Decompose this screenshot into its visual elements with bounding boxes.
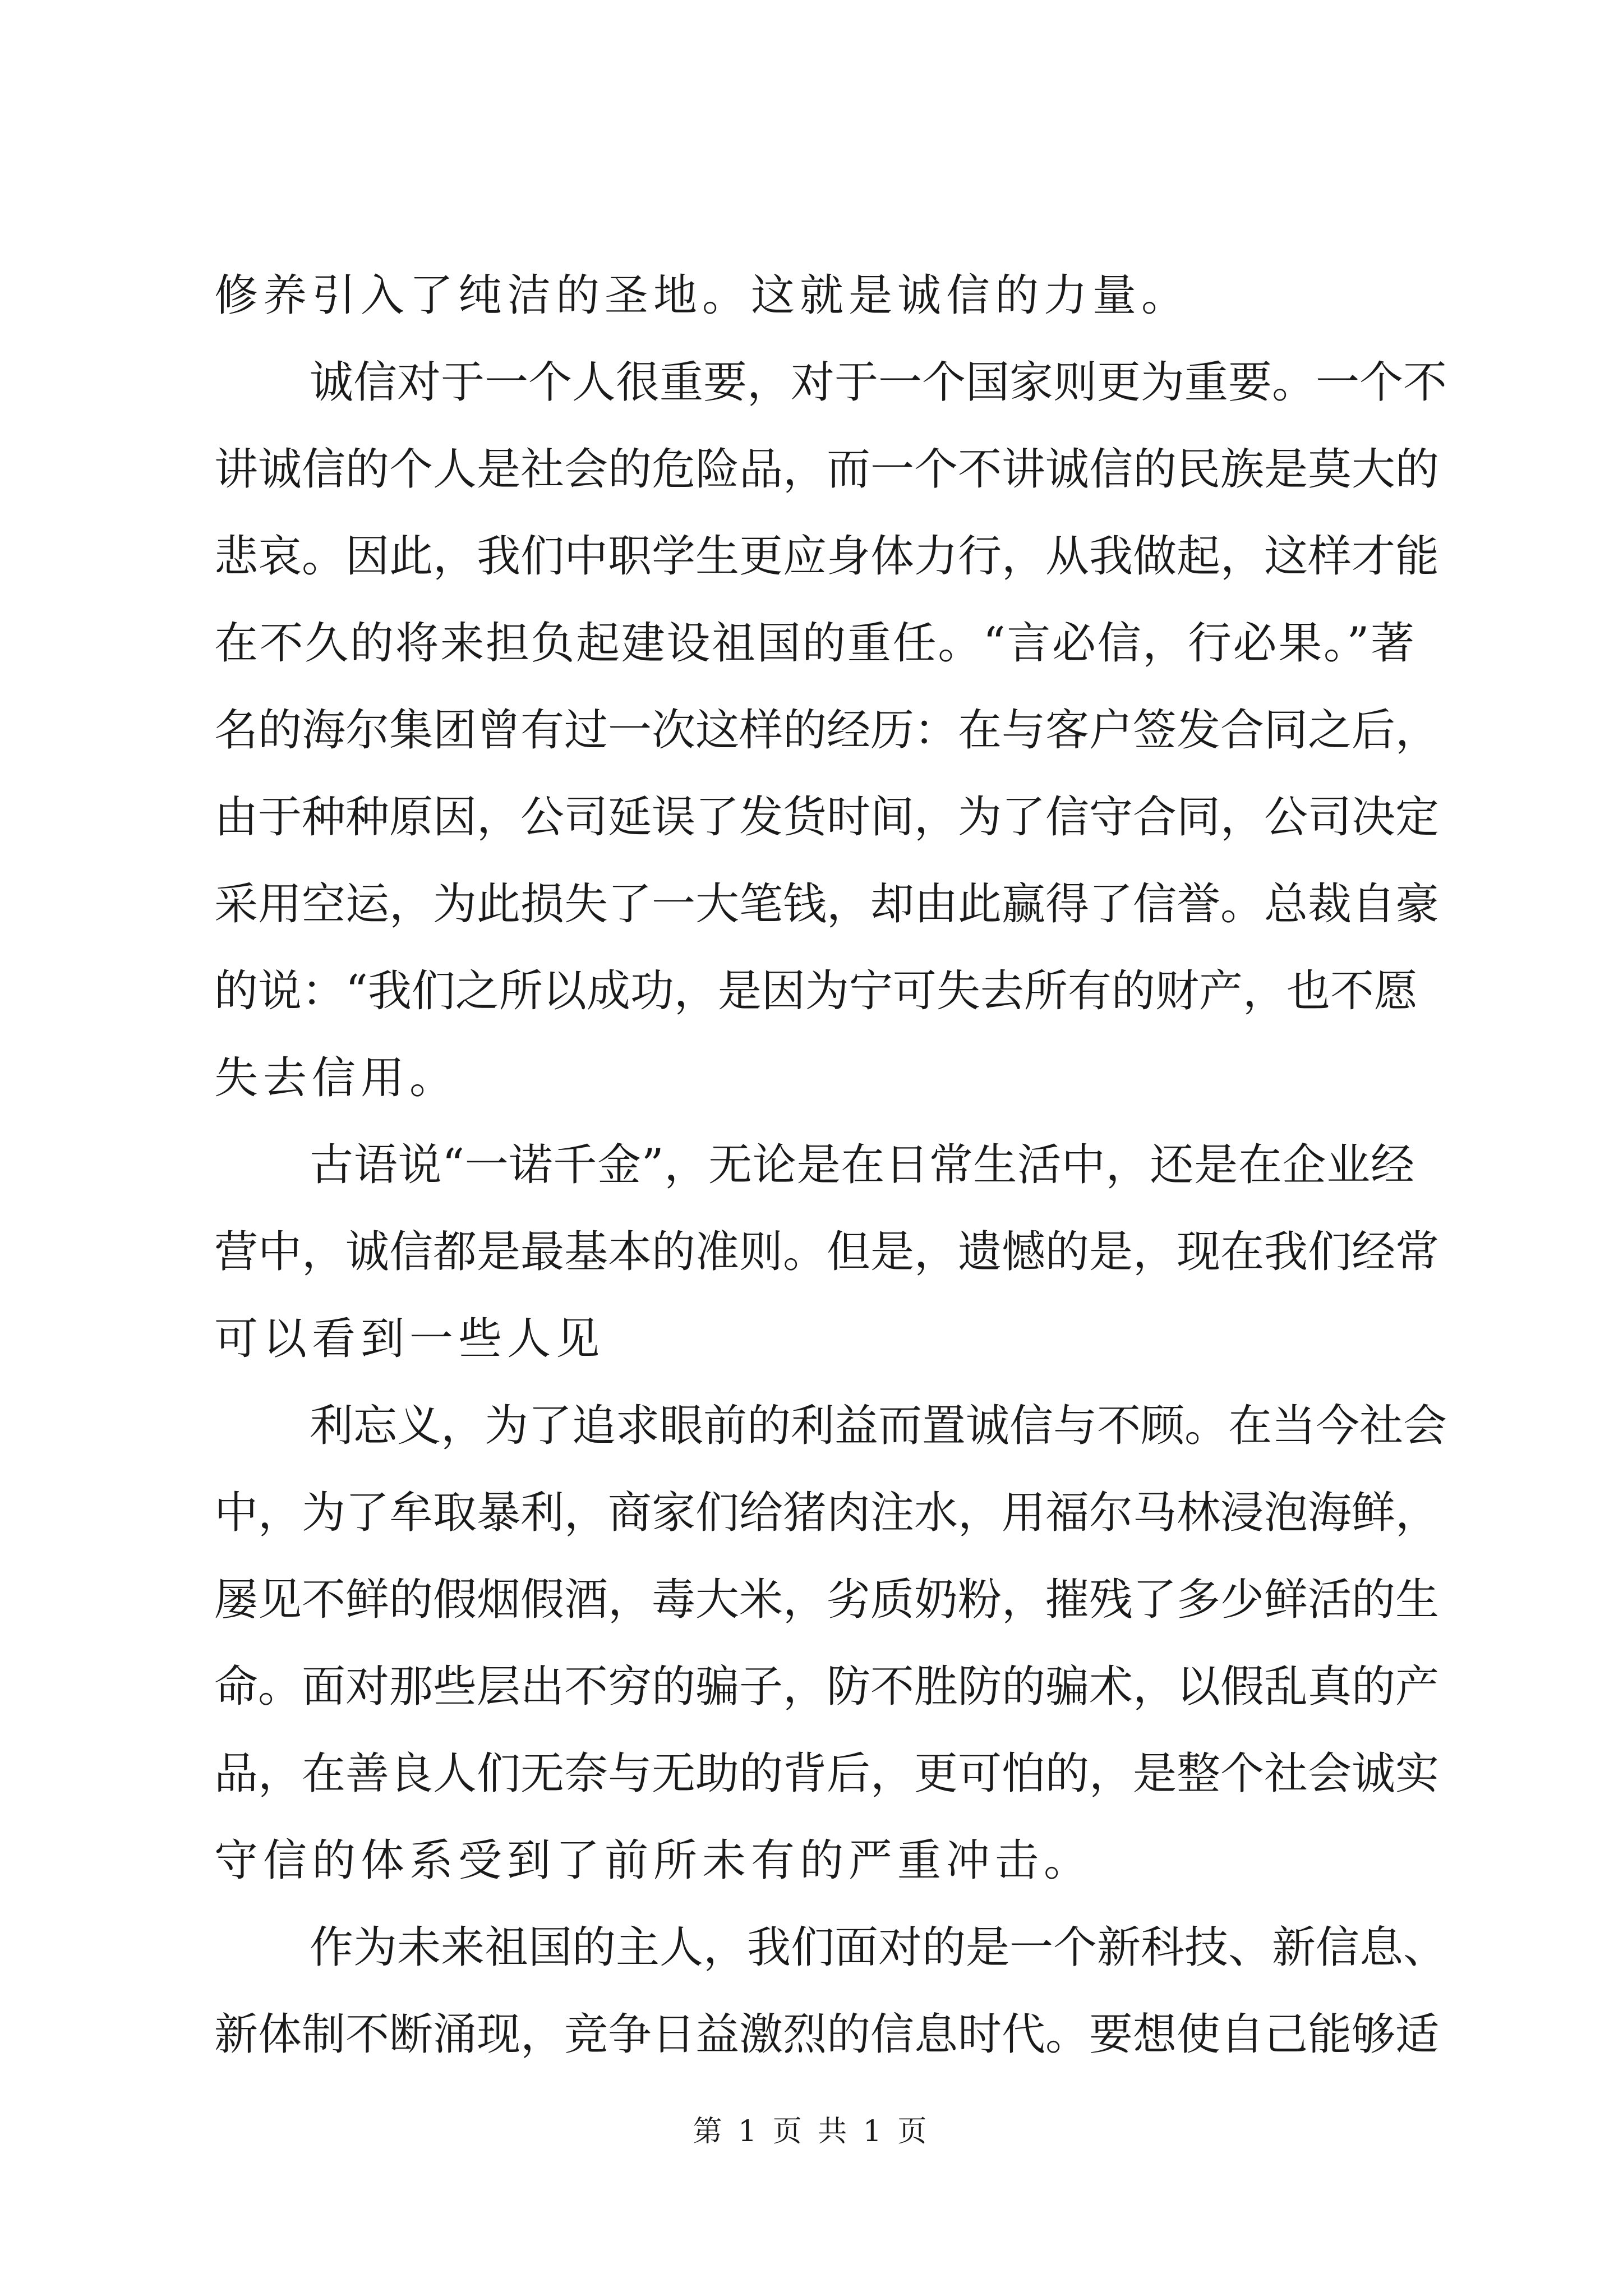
text-line: 在不久的将来担负起建设祖国的重任。“言必信，行必果。”著 (214, 618, 1414, 669)
page-footer (0, 2109, 1623, 2154)
text-line: 可以看到一些人见 (214, 1314, 605, 1364)
text-line: 失去信用。 (214, 1053, 459, 1103)
text-line: 新体制不断涌现，竞争日益激烈的信息时代。要想使自己能够适 (214, 2009, 1440, 2060)
text-line: 名的海尔集团曾有过一次这样的经历：在与客户签发合同之后， (214, 705, 1440, 756)
text-line: 守信的体系受到了前所未有的严重冲击。 (214, 1835, 1093, 1886)
text-line: 中，为了牟取暴利，商家们给猪肉注水，用福尔马林浸泡海鲜， (214, 1488, 1440, 1538)
text-line: 屡见不鲜的假烟假酒，毒大米，劣质奶粉，摧残了多少鲜活的生 (214, 1575, 1440, 1625)
text-line: 利忘义，为了追求眼前的利益而置诚信与不顾。在当今社会 (310, 1401, 1447, 1451)
text-line: 修养引入了纯洁的圣地。这就是诚信的力量。 (214, 270, 1191, 321)
text-line: 品，在善良人们无奈与无助的背后，更可怕的，是整个社会诚实 (214, 1749, 1440, 1799)
text-line: 采用空运，为此损失了一大笔钱，却由此赢得了信誉。总裁自豪 (214, 879, 1440, 930)
text-line: 营中，诚信都是最基本的准则。但是，遗憾的是，现在我们经常 (214, 1227, 1440, 1277)
text-line: 命。面对那些层出不穷的骗子，防不胜防的骗术，以假乱真的产 (214, 1662, 1440, 1712)
text-line: 古语说“一诺千金”，无论是在日常生活中，还是在企业经 (310, 1140, 1414, 1190)
text-line: 诚信对于一个人很重要，对于一个国家则更为重要。一个不 (310, 357, 1447, 408)
text-line: 悲哀。因此，我们中职学生更应身体力行，从我做起，这样才能 (214, 531, 1440, 582)
document-body (214, 252, 1447, 2078)
text-line: 讲诚信的个人是社会的危险品，而一个不讲诚信的民族是莫大的 (214, 444, 1440, 495)
text-line: 的说：“我们之所以成功，是因为宁可失去所有的财产，也不愿 (214, 966, 1418, 1016)
text-line: 作为未来祖国的主人，我们面对的是一个新科技、新信息、 (310, 1922, 1447, 1973)
text-line: 由于种种原因，公司延误了发货时间，为了信守合同，公司决定 (214, 792, 1440, 843)
page-number-label: 第 1 页 共 1 页 (693, 2115, 930, 2148)
